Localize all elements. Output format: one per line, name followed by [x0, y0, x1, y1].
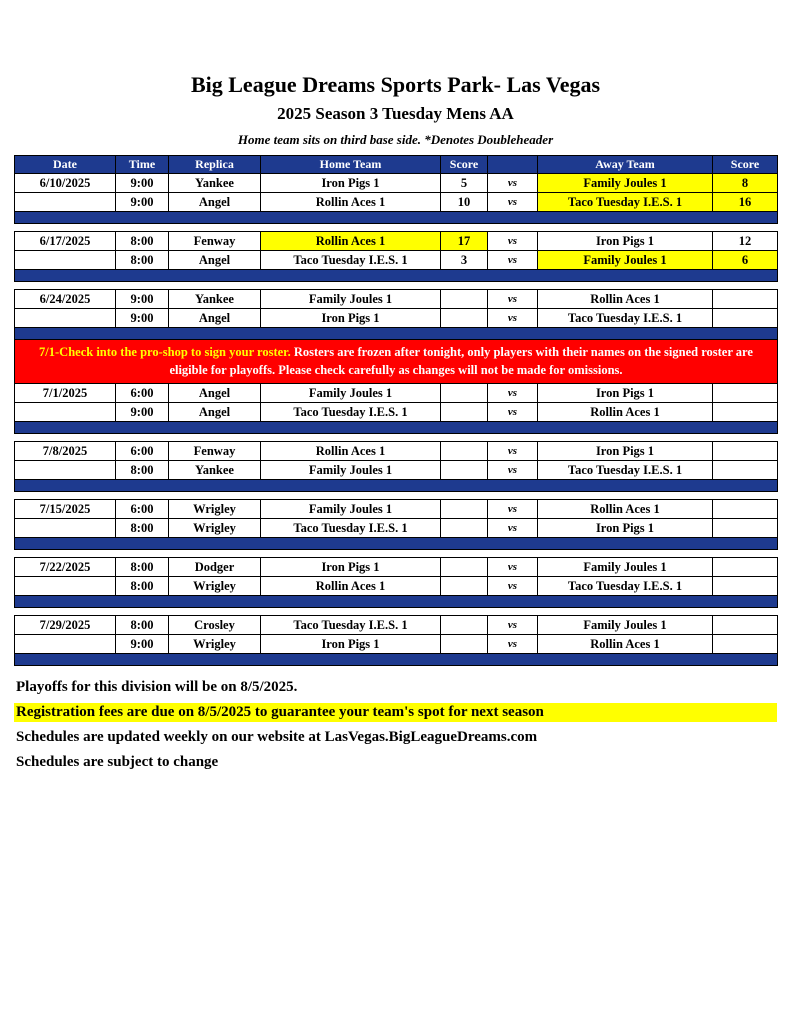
cell-time: 6:00: [116, 384, 169, 403]
cell-away: Iron Pigs 1: [538, 232, 713, 251]
footer: [14, 678, 777, 772]
game-row: [15, 442, 778, 461]
header-away-score: Score: [713, 156, 778, 174]
game-row: [15, 635, 778, 654]
page-title: Big League Dreams Sports Park- Las Vegas: [190, 72, 601, 97]
game-row: [15, 519, 778, 538]
cell-away: Rollin Aces 1: [538, 290, 713, 309]
home-team-note: Home team sits on third base side. *Denotes Doubleheader: [237, 132, 554, 147]
cell-home: Family Joules 1: [261, 461, 441, 480]
cell-home_score: 3: [441, 251, 488, 270]
cell-replica: Fenway: [169, 232, 261, 251]
cell-home_score: [441, 309, 488, 328]
cell-away_score: [713, 500, 778, 519]
game-row: [15, 403, 778, 422]
cell-date: [15, 461, 116, 480]
cell-replica: Yankee: [169, 290, 261, 309]
cell-home: Rollin Aces 1: [261, 577, 441, 596]
gap-row: [15, 550, 778, 558]
cell-replica: Fenway: [169, 442, 261, 461]
cell-home: Rollin Aces 1: [261, 232, 441, 251]
separator-row: [15, 538, 778, 550]
cell-home: Taco Tuesday I.E.S. 1: [261, 519, 441, 538]
cell-home_score: [441, 519, 488, 538]
cell-away: Taco Tuesday I.E.S. 1: [538, 309, 713, 328]
cell-home: Iron Pigs 1: [261, 174, 441, 193]
cell-replica: Crosley: [169, 616, 261, 635]
cell-home_score: [441, 635, 488, 654]
game-row: [15, 290, 778, 309]
cell-replica: Angel: [169, 403, 261, 422]
cell-home_score: [441, 461, 488, 480]
footer-website-note: Schedules are updated weekly on our website at LasVegas.BigLeagueDreams.com: [16, 729, 538, 745]
game-row: [15, 500, 778, 519]
cell-home: Taco Tuesday I.E.S. 1: [261, 616, 441, 635]
cell-home_score: [441, 577, 488, 596]
banner-highlight-text: 7/1-Check into the pro-shop to sign your roster.: [39, 345, 291, 359]
gap-row: [15, 282, 778, 290]
cell-replica: Wrigley: [169, 519, 261, 538]
cell-vs: vs: [488, 500, 538, 519]
cell-replica: Angel: [169, 193, 261, 212]
cell-time: 6:00: [116, 500, 169, 519]
cell-home_score: 10: [441, 193, 488, 212]
cell-vs: vs: [488, 519, 538, 538]
cell-time: 8:00: [116, 616, 169, 635]
cell-home: Iron Pigs 1: [261, 309, 441, 328]
cell-home_score: [441, 616, 488, 635]
page-subtitle: 2025 Season 3 Tuesday Mens AA: [277, 104, 514, 123]
cell-vs: vs: [488, 442, 538, 461]
cell-away_score: [713, 558, 778, 577]
cell-time: 9:00: [116, 290, 169, 309]
cell-away: Rollin Aces 1: [538, 635, 713, 654]
cell-away_score: 8: [713, 174, 778, 193]
gap-row: [15, 492, 778, 500]
table-header-row: [15, 156, 778, 174]
cell-replica: Angel: [169, 384, 261, 403]
separator-row: [15, 328, 778, 340]
cell-vs: vs: [488, 193, 538, 212]
cell-home_score: 17: [441, 232, 488, 251]
separator-row: [15, 422, 778, 434]
gap-row: [15, 608, 778, 616]
separator-row: [15, 212, 778, 224]
cell-time: 8:00: [116, 519, 169, 538]
cell-away: Family Joules 1: [538, 616, 713, 635]
cell-home: Taco Tuesday I.E.S. 1: [261, 403, 441, 422]
header-vs: [488, 156, 538, 174]
cell-home_score: [441, 442, 488, 461]
cell-vs: vs: [488, 232, 538, 251]
game-row: [15, 384, 778, 403]
cell-away_score: 16: [713, 193, 778, 212]
cell-away_score: [713, 519, 778, 538]
cell-replica: Dodger: [169, 558, 261, 577]
cell-time: 6:00: [116, 442, 169, 461]
cell-date: [15, 309, 116, 328]
cell-away: Taco Tuesday I.E.S. 1: [538, 577, 713, 596]
cell-replica: Wrigley: [169, 577, 261, 596]
cell-date: 7/8/2025: [15, 442, 116, 461]
cell-vs: vs: [488, 384, 538, 403]
cell-vs: vs: [488, 577, 538, 596]
cell-date: [15, 577, 116, 596]
cell-vs: vs: [488, 403, 538, 422]
cell-time: 8:00: [116, 232, 169, 251]
game-row: [15, 232, 778, 251]
cell-away_score: [713, 577, 778, 596]
cell-date: 7/1/2025: [15, 384, 116, 403]
footer-playoffs-note: Playoffs for this division will be on 8/5/2025.: [16, 679, 298, 695]
cell-vs: vs: [488, 251, 538, 270]
cell-home: Family Joules 1: [261, 290, 441, 309]
cell-away_score: [713, 403, 778, 422]
header-home-team: Home Team: [261, 156, 441, 174]
cell-date: 7/15/2025: [15, 500, 116, 519]
cell-date: [15, 251, 116, 270]
cell-date: [15, 193, 116, 212]
cell-away_score: 6: [713, 251, 778, 270]
cell-away: Rollin Aces 1: [538, 403, 713, 422]
cell-away: Family Joules 1: [538, 558, 713, 577]
game-row: [15, 558, 778, 577]
cell-replica: Yankee: [169, 174, 261, 193]
cell-away_score: [713, 461, 778, 480]
cell-away: Family Joules 1: [538, 251, 713, 270]
cell-home_score: [441, 384, 488, 403]
cell-time: 8:00: [116, 461, 169, 480]
cell-replica: Wrigley: [169, 500, 261, 519]
cell-date: 6/17/2025: [15, 232, 116, 251]
separator-row: [15, 270, 778, 282]
cell-replica: Angel: [169, 309, 261, 328]
cell-away: Iron Pigs 1: [538, 519, 713, 538]
game-row: [15, 174, 778, 193]
separator-row: [15, 654, 778, 666]
cell-vs: vs: [488, 635, 538, 654]
cell-date: 6/10/2025: [15, 174, 116, 193]
game-row: [15, 309, 778, 328]
cell-home: Family Joules 1: [261, 500, 441, 519]
roster-banner-row: [15, 340, 778, 384]
cell-replica: Yankee: [169, 461, 261, 480]
header-away-team: Away Team: [538, 156, 713, 174]
header-time: Time: [116, 156, 169, 174]
schedule-table: [14, 155, 778, 666]
game-row: [15, 577, 778, 596]
cell-vs: vs: [488, 616, 538, 635]
cell-date: [15, 403, 116, 422]
cell-home_score: [441, 290, 488, 309]
cell-date: 7/29/2025: [15, 616, 116, 635]
game-row: [15, 461, 778, 480]
footer-registration-note: Registration fees are due on 8/5/2025 to guarantee your team's spot for next season: [14, 703, 777, 722]
gap-row: [15, 434, 778, 442]
cell-vs: vs: [488, 558, 538, 577]
cell-away: Iron Pigs 1: [538, 384, 713, 403]
cell-time: 9:00: [116, 635, 169, 654]
cell-home_score: 5: [441, 174, 488, 193]
cell-time: 8:00: [116, 558, 169, 577]
cell-away_score: [713, 616, 778, 635]
cell-away_score: [713, 309, 778, 328]
cell-home: Rollin Aces 1: [261, 442, 441, 461]
game-row: [15, 193, 778, 212]
cell-date: 7/22/2025: [15, 558, 116, 577]
cell-time: 9:00: [116, 193, 169, 212]
cell-away: Rollin Aces 1: [538, 500, 713, 519]
cell-away_score: [713, 290, 778, 309]
cell-time: 9:00: [116, 309, 169, 328]
cell-home_score: [441, 558, 488, 577]
cell-home_score: [441, 403, 488, 422]
cell-vs: vs: [488, 174, 538, 193]
cell-away: Taco Tuesday I.E.S. 1: [538, 461, 713, 480]
cell-home: Taco Tuesday I.E.S. 1: [261, 251, 441, 270]
cell-replica: Wrigley: [169, 635, 261, 654]
header-home-score: Score: [441, 156, 488, 174]
cell-home_score: [441, 500, 488, 519]
game-row: [15, 251, 778, 270]
gap-row: [15, 224, 778, 232]
cell-time: 8:00: [116, 577, 169, 596]
cell-time: 9:00: [116, 403, 169, 422]
cell-time: 8:00: [116, 251, 169, 270]
cell-replica: Angel: [169, 251, 261, 270]
footer-subject-to-change-note: Schedules are subject to change: [16, 754, 219, 770]
cell-away: Iron Pigs 1: [538, 442, 713, 461]
header-date: Date: [15, 156, 116, 174]
banner-body-text: Rosters are frozen after tonight, only players with their names on the signed roster are eligible for playoffs. Please check carefully as changes will not be made for omissions.: [169, 345, 753, 377]
separator-row: [15, 596, 778, 608]
cell-date: 6/24/2025: [15, 290, 116, 309]
cell-away_score: [713, 635, 778, 654]
cell-away: Taco Tuesday I.E.S. 1: [538, 193, 713, 212]
cell-home: Rollin Aces 1: [261, 193, 441, 212]
cell-away_score: [713, 442, 778, 461]
cell-time: 9:00: [116, 174, 169, 193]
cell-date: [15, 635, 116, 654]
cell-vs: vs: [488, 461, 538, 480]
cell-away: Family Joules 1: [538, 174, 713, 193]
header-replica: Replica: [169, 156, 261, 174]
cell-away_score: [713, 384, 778, 403]
cell-home: Iron Pigs 1: [261, 635, 441, 654]
cell-home: Iron Pigs 1: [261, 558, 441, 577]
cell-vs: vs: [488, 290, 538, 309]
cell-vs: vs: [488, 309, 538, 328]
cell-home: Family Joules 1: [261, 384, 441, 403]
cell-away_score: 12: [713, 232, 778, 251]
cell-date: [15, 519, 116, 538]
separator-row: [15, 480, 778, 492]
game-row: [15, 616, 778, 635]
